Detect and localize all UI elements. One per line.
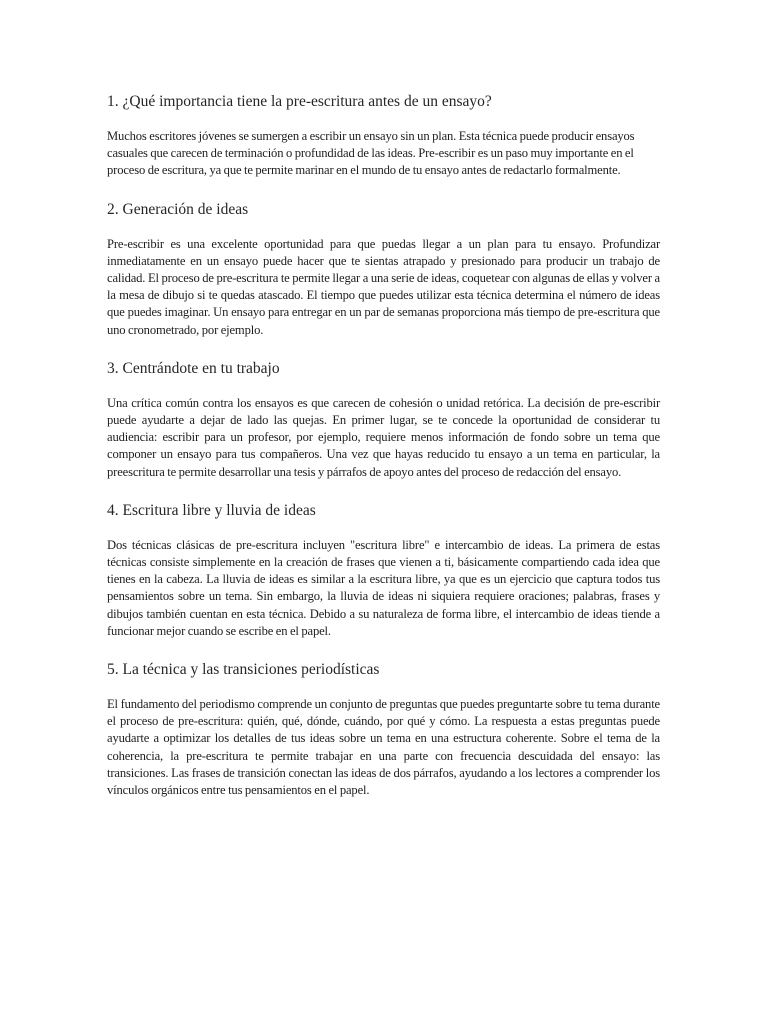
section-paragraph: Pre-escribir es una excelente oportunidad para que puedas llegar a un plan para tu ensayo. Profundizar inmediatamente en un ensayo puede hacer que te sientas atrapado y presionado para producir un trabajo de calidad. El proceso de pre-escritura te permite llegar a una serie de ideas, coquetear con algunas de ellas y volver a la mesa de dibujo si te quedas atascado. El tiempo que puedes utilizar esta técnica determina el número de ideas que puedes imaginar. Un ensayo para entregar en un par de semanas proporciona más tiempo de pre-escritura que uno cronometrado, por ejemplo. [107, 236, 660, 337]
section-3 [107, 359, 660, 481]
section-paragraph: Una crítica común contra los ensayos es que carecen de cohesión o unidad retórica. La decisión de pre-escribir puede ayudarte a dejar de lado las quejas. En primer lugar, se te concede la oportunidad de considerar tu audiencia: escribir para un profesor, por ejemplo, requiere menos información de fondo sobre un tema que componer un ensayo para tus compañeros. Una vez que hayas reducido tu ensayo a un tema en particular, la preescritura te permite desarrollar una tesis y párrafos de apoyo antes del proceso de redacción del ensayo. [107, 395, 660, 479]
section-heading: 3. Centrándote en tu trabajo [107, 359, 280, 377]
section-paragraph: El fundamento del periodismo comprende un conjunto de preguntas que puedes preguntarte sobre tu tema durante el proceso de pre-escritura: quién, qué, dónde, cuándo, por qué y cómo. La respuesta a estas preguntas puede ayudarte a optimizar los detalles de tus ideas sobre un tema en una estructura coherente. Sobre el tema de la coherencia, la pre-escritura te permite trabajar en una parte con frecuencia descuidada del ensayo: las transiciones. Las frases de transición conectan las ideas de dos párrafos, ayudando a los lectores a comprender los vínculos orgánicos entre tus pensamientos en el papel. [107, 697, 660, 798]
section-heading: 1. ¿Qué importancia tiene la pre-escritura antes de un ensayo? [107, 93, 492, 110]
section-4 [107, 501, 660, 640]
document-page [107, 92, 660, 799]
section-heading: 5. La técnica y las transiciones periodísticas [107, 661, 380, 679]
section-paragraph: Dos técnicas clásicas de pre-escritura incluyen "escritura libre" e intercambio de ideas. La primera de estas técnicas consiste simplemente en la creación de frases que vienen a ti, básicamente compartiendo cada idea que tienes en la cabeza. La lluvia de ideas es similar a la escritura libre, ya que es un ejercicio que captura todos tus pensamientos sobre un tema. Sin embargo, la lluvia de ideas ni siquiera requiere oraciones; palabras, frases y dibujos también cuentan en esta técnica. Debido a su naturaleza de forma libre, el intercambio de ideas tiende a funcionar mejor cuando se escribe en el papel. [107, 537, 660, 638]
section-2 [107, 200, 660, 339]
section-1 [107, 92, 660, 180]
section-paragraph: Muchos escritores jóvenes se sumergen a escribir un ensayo sin un plan. Esta técnica puede producir ensayos casuales que carecen de terminación o profundidad de las ideas. Pre-escribir es un paso muy importante en el proceso de escritura, ya que te permite marinar en el mundo de tu ensayo antes de redactarlo formalmente. [107, 129, 635, 178]
section-5 [107, 660, 660, 799]
section-heading: 4. Escritura libre y lluvia de ideas [107, 501, 316, 519]
section-heading: 2. Generación de ideas [107, 200, 249, 218]
